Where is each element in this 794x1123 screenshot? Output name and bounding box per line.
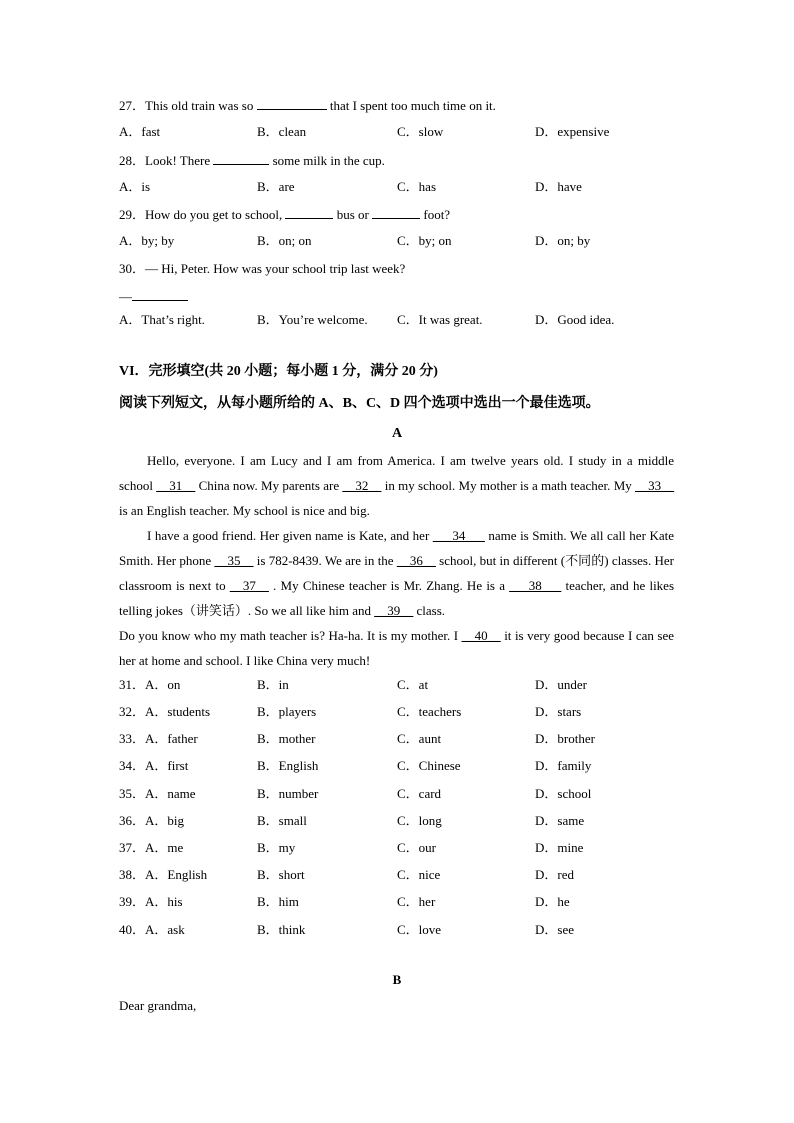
passage-text: teacher, and he likes telling jokes（讲笑话）. So we all like him and [119,578,675,618]
cloze-option-35-b: B．number [257,786,319,801]
blank-40: __40__ [461,628,501,643]
option-a: A．is [119,179,151,194]
question-text: some milk in the cup. [272,153,385,168]
blank-37: __37__ [229,578,269,593]
cloze-option-38-a: 38．A．English [119,867,208,882]
passage-text: I have a good friend. Her given name is Kate, and her [147,528,430,543]
option-d: D．on; by [535,233,591,248]
passage-text: school, but in different (不同的) classes. Her classroom is next to [119,553,674,593]
passage-text: Do you know who my math teacher is? Ha-ha. It is my mother. I [119,628,459,643]
blank-36: __36__ [396,553,436,568]
cloze-option-31-a: 31．A．on [119,677,181,692]
cloze-option-33-a: 33．A．father [119,731,198,746]
cloze-option-33-c: C．aunt [397,731,442,746]
option-b: B．clean [257,124,307,139]
passage-paragraph [119,623,674,673]
blank-38: ___38___ [509,578,562,593]
cloze-option-39-d: D．he [535,894,570,909]
passage-text: . My Chinese teacher is Mr. Zhang. He is a [273,578,505,593]
reply-dash: — [119,289,132,304]
letter-greeting: Dear grandma, [119,998,197,1013]
cloze-option-32-c: C．teachers [397,704,462,719]
question-27 [119,97,496,114]
blank-31: __31__ [156,478,196,493]
passage-text: China now. My parents are [198,478,340,493]
option-b: B．are [257,179,295,194]
question-29 [119,206,450,223]
cloze-option-35-d: D．school [535,786,592,801]
passage-text: class. [416,603,446,618]
cloze-option-34-a: 34．A．first [119,758,189,773]
cloze-option-36-a: 36．A．big [119,813,185,828]
option-b: B．on; on [257,233,312,248]
cloze-option-34-b: B．English [257,758,319,773]
question-text: that I spent too much time on it. [329,98,496,113]
cloze-option-31-c: C．at [397,677,429,692]
option-c: C．It was great. [397,312,483,327]
cloze-option-31-b: B．in [257,677,289,692]
cloze-option-35-a: 35．A．name [119,786,196,801]
cloze-option-38-b: B．short [257,867,305,882]
answer-blank [213,152,269,165]
question-text: 28．Look! There [119,153,211,168]
cloze-option-32-a: 32．A．students [119,704,211,719]
cloze-option-36-c: C．long [397,813,442,828]
cloze-option-39-c: C．her [397,894,436,909]
passage-text: Hello, everyone. I am Lucy and I am from America. I am twelve years old. I study in a middle school [119,453,674,493]
blank-32: __32__ [342,478,382,493]
option-c: C．slow [397,124,444,139]
cloze-option-34-c: C．Chinese [397,758,461,773]
blank-39: __39__ [374,603,414,618]
passage-paragraph [119,448,674,523]
answer-blank [372,206,420,219]
cloze-option-40-b: B．think [257,922,306,937]
option-b: B．You’re welcome. [257,312,368,327]
option-d: D．expensive [535,124,610,139]
cloze-option-36-d: D．same [535,813,585,828]
passage-text: it is very good because I can see her at home and school. I like China very much! [119,628,675,668]
cloze-option-40-a: 40．A．ask [119,922,185,937]
question-30: 30．— Hi, Peter. How was your school trip last week? [119,261,406,276]
passage-text: name is Smith. We all call her Kate Smith. Her phone [119,528,674,568]
cloze-option-32-b: B．players [257,704,317,719]
section-instruction: 阅读下列短文，从每小题所给的 A、B、C、D 四个选项中选出一个最佳选项。 [119,396,600,411]
question-text: 29．How do you get to school, [119,207,283,222]
option-d: D．have [535,179,582,194]
option-a: A．fast [119,124,161,139]
option-d: D．Good idea. [535,312,615,327]
passage-a-label: A [391,426,403,441]
cloze-option-33-b: B．mother [257,731,316,746]
cloze-option-38-d: D．red [535,867,574,882]
cloze-option-39-b: B．him [257,894,299,909]
passage-a [119,448,674,673]
cloze-option-40-d: D．see [535,922,574,937]
reply-line [119,288,188,305]
cloze-option-39-a: 39．A．his [119,894,183,909]
option-a: A．That’s right. [119,312,205,327]
cloze-option-37-b: B．my [257,840,296,855]
blank-34: ___34___ [432,528,485,543]
cloze-option-35-c: C．card [397,786,442,801]
passage-text: in my school. My mother is a math teacher. My [384,478,632,493]
cloze-option-36-b: B．small [257,813,307,828]
passage-text: is an English teacher. My school is nice and big. [119,503,370,518]
blank-33: __33__ [635,478,675,493]
cloze-option-33-d: D．brother [535,731,595,746]
answer-blank [285,206,333,219]
cloze-option-37-c: C．our [397,840,437,855]
cloze-option-37-a: 37．A．me [119,840,184,855]
cloze-option-34-d: D．family [535,758,592,773]
question-28 [119,152,385,169]
cloze-option-38-c: C．nice [397,867,441,882]
cloze-option-40-c: C．love [397,922,442,937]
cloze-option-31-d: D．under [535,677,587,692]
option-c: C．has [397,179,437,194]
section-heading: VI．完形填空(共 20 小题；每小题 1 分，满分 20 分) [119,364,438,379]
answer-blank [132,288,188,301]
blank-35: __35__ [214,553,254,568]
question-text: 27．This old train was so [119,98,254,113]
question-text: foot? [423,207,451,222]
question-text: bus or [336,207,369,222]
answer-blank [257,97,327,110]
cloze-option-37-d: D．mine [535,840,584,855]
cloze-option-32-d: D．stars [535,704,582,719]
option-c: C．by; on [397,233,452,248]
passage-paragraph [119,523,674,623]
passage-b-label: B [392,972,402,987]
option-a: A．by; by [119,233,175,248]
passage-text: is 782-8439. We are in the [256,553,394,568]
